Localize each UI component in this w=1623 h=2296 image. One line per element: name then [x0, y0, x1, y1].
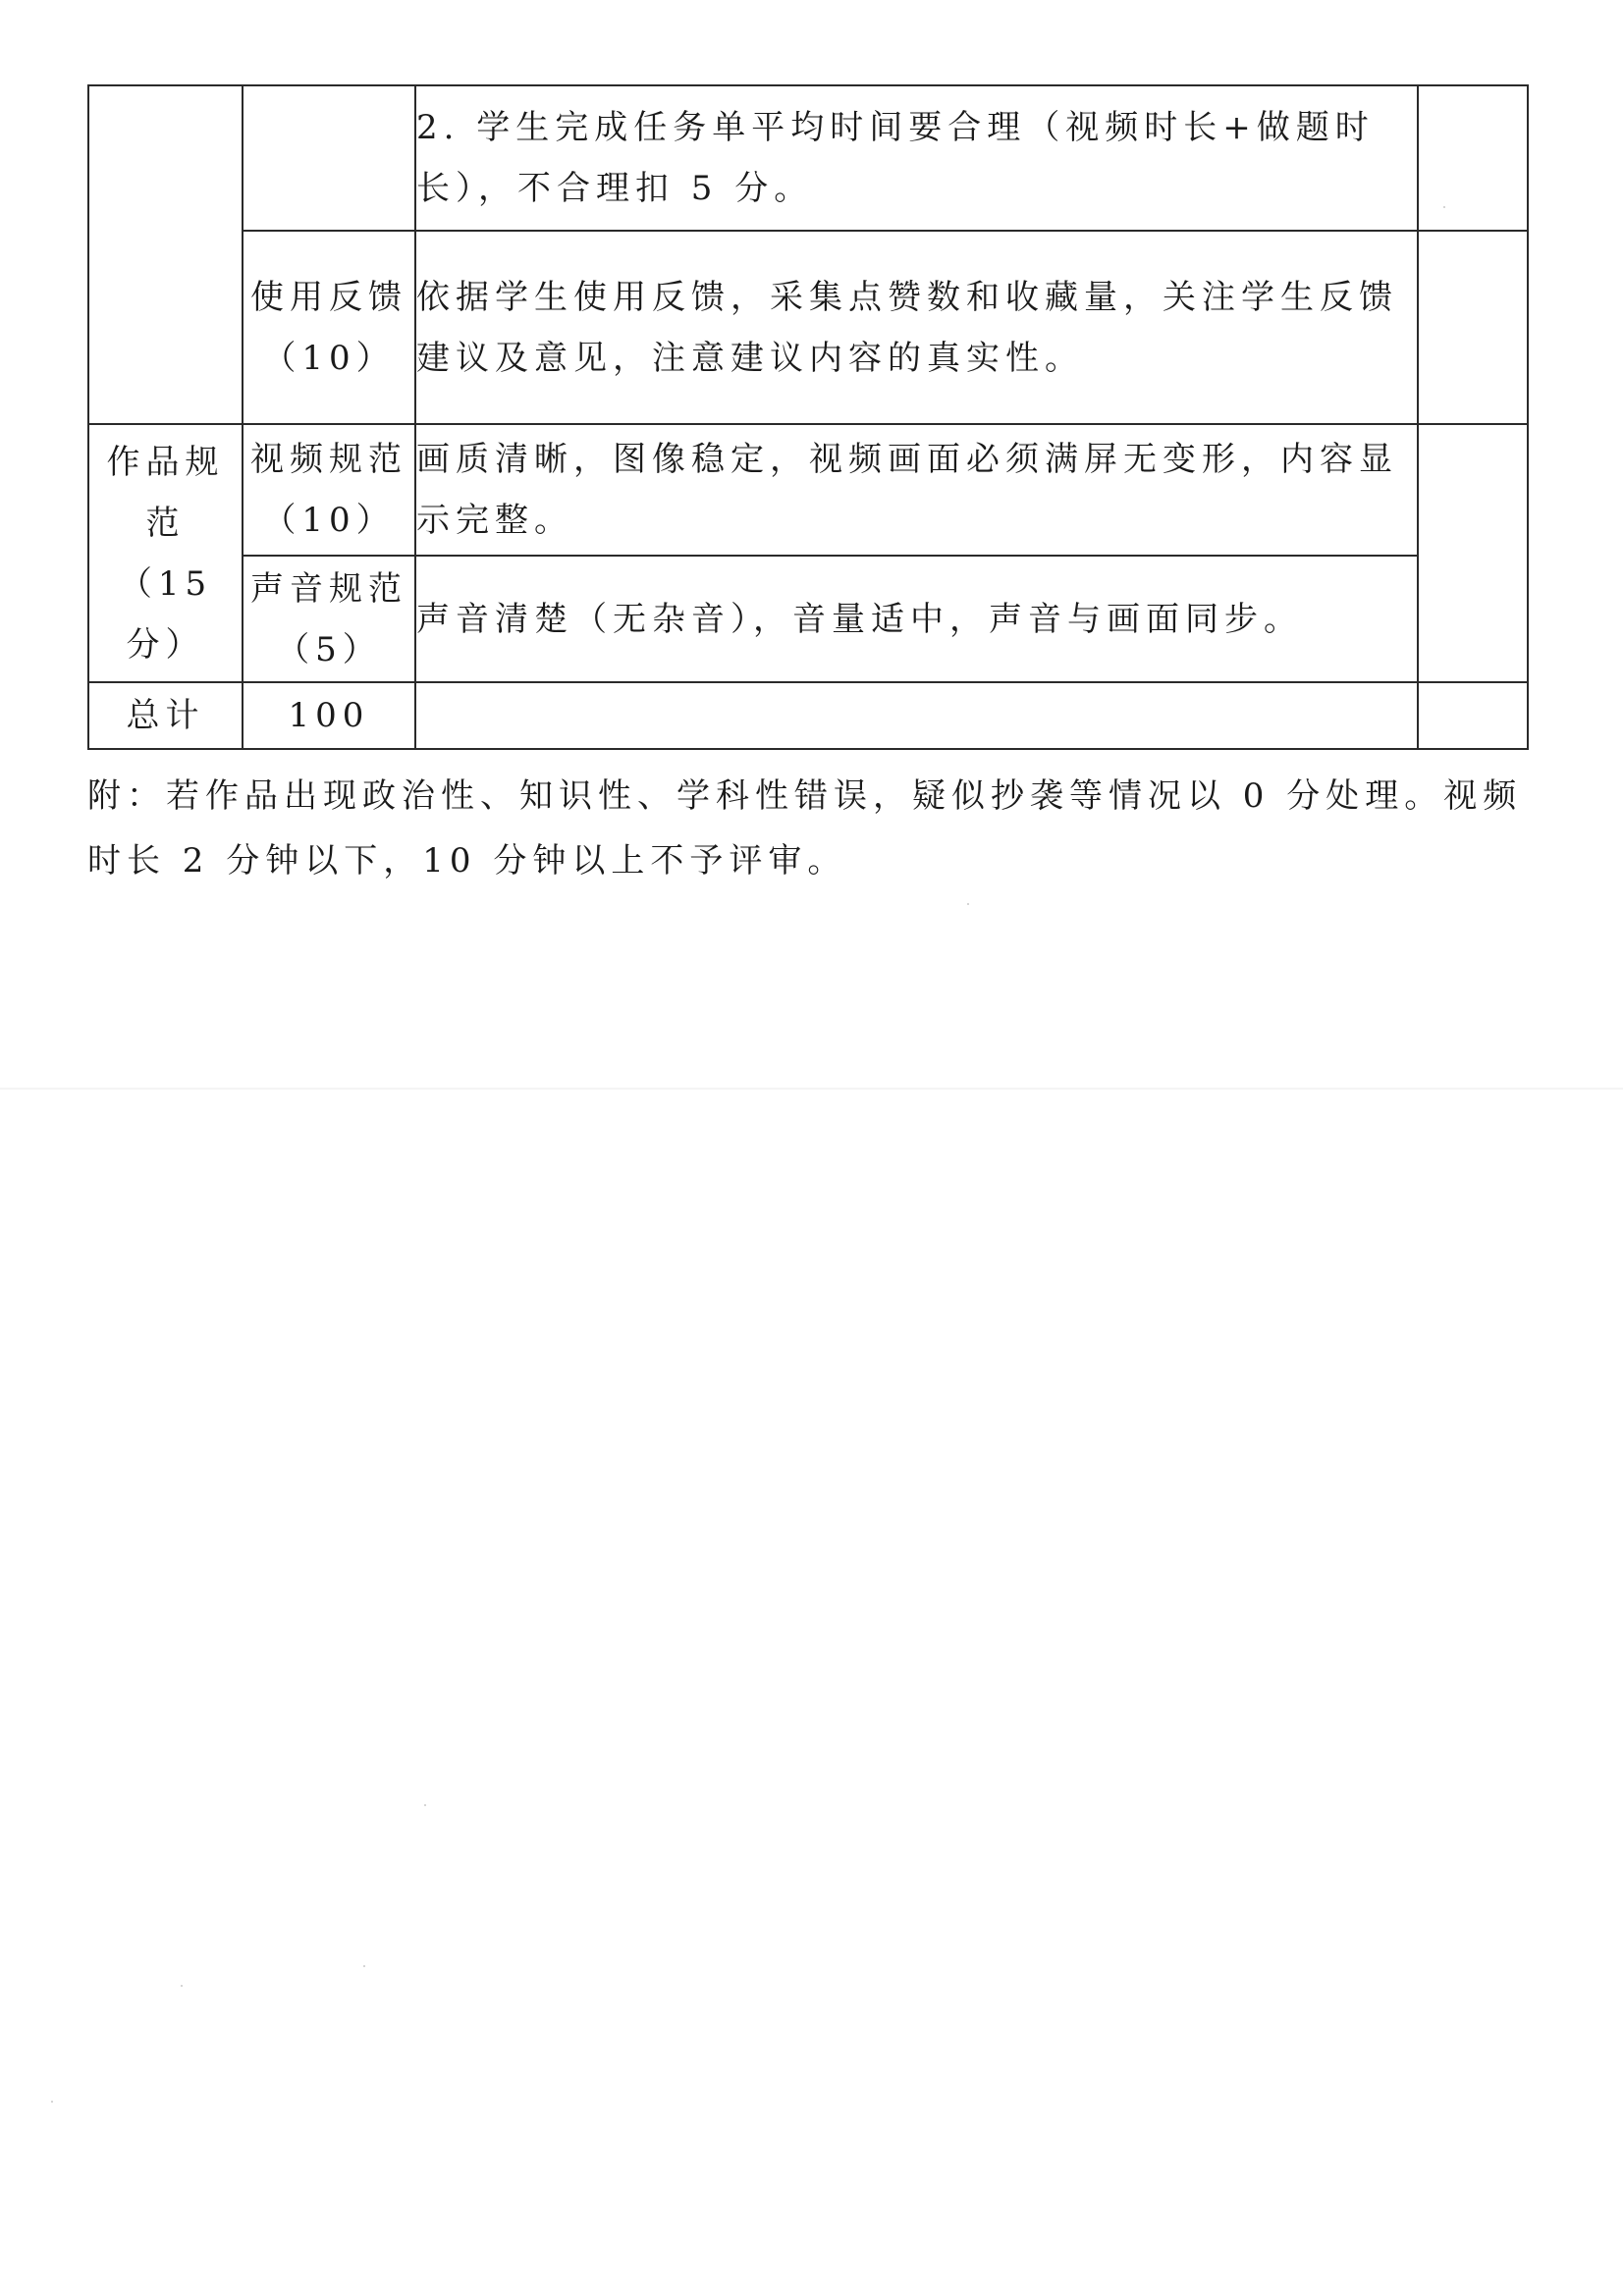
subcategory-name: 使用反馈 — [250, 277, 407, 317]
category-name-line2: 范 — [145, 503, 186, 543]
subcategory-cell-continued — [243, 85, 415, 231]
scan-speck — [51, 2101, 53, 2103]
scoring-criteria-table — [87, 84, 1529, 750]
subcategory-score: （10） — [262, 338, 396, 378]
criteria-description: 画质清晰，图像稳定，视频画面必须满屏无变形，内容显示完整。 — [415, 424, 1418, 556]
table-row — [88, 231, 1528, 424]
total-label: 总计 — [88, 682, 243, 749]
scan-speck — [424, 1804, 426, 1806]
score-cell — [1418, 231, 1528, 424]
category-cell — [88, 424, 243, 682]
scan-speck — [363, 1965, 365, 1967]
subcategory-cell — [243, 424, 415, 556]
criteria-description: 依据学生使用反馈，采集点赞数和收藏量，关注学生反馈建议及意见，注意建议内容的真实性。 — [415, 231, 1418, 424]
subcategory-cell — [243, 556, 415, 682]
score-cell — [1418, 424, 1528, 682]
subcategory-name: 声音规范 — [250, 568, 407, 609]
criteria-description: 声音清楚（无杂音），音量适中，声音与画面同步。 — [415, 556, 1418, 682]
scan-fold-line — [0, 1088, 1623, 1090]
subcategory-score: （5） — [276, 629, 382, 669]
criteria-description: 2. 学生完成任务单平均时间要合理（视频时长+做题时长），不合理扣 5 分。 — [415, 85, 1418, 231]
category-score: （15 分） — [118, 563, 213, 665]
score-cell — [1418, 85, 1528, 231]
table-row — [88, 556, 1528, 682]
total-value: 100 — [243, 682, 415, 749]
table-row — [88, 424, 1528, 556]
table-row-total — [88, 682, 1528, 749]
subcategory-cell — [243, 231, 415, 424]
subcategory-name: 视频规范 — [250, 440, 407, 479]
category-cell-continued — [88, 85, 243, 424]
category-name-line1: 作品规 — [106, 442, 225, 482]
scan-speck — [967, 903, 969, 905]
subcategory-score: （10） — [262, 501, 396, 540]
scan-speck — [181, 1985, 183, 1987]
table-row — [88, 85, 1528, 231]
score-cell — [1418, 682, 1528, 749]
footnote: 附：若作品出现政治性、知识性、学科性错误，疑似抄袭等情况以 0 分处理。视频时长 2 分钟以下，10 分钟以上不予评审。 — [87, 776, 1523, 881]
total-description — [415, 682, 1418, 749]
